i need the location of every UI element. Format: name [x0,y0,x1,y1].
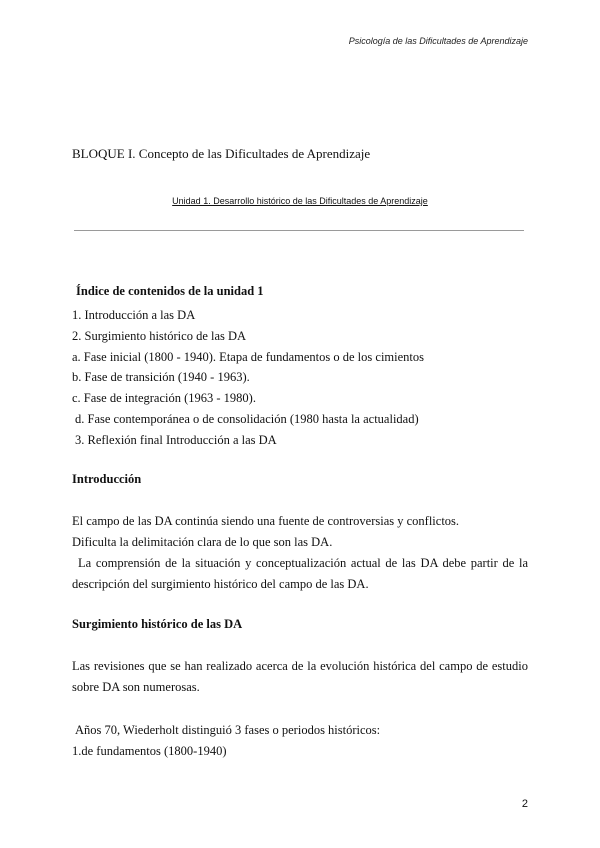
phases-paragraph [72,720,528,762]
introduction-heading: Introducción [72,472,142,486]
block-title: BLOQUE I. Concepto de las Dificultades de Aprendizaje [72,146,371,161]
surgimiento-paragraph: Las revisiones que se han realizado acerca de la evolución histórica del campo de estudio sobre DA son numerosas. [72,659,528,694]
index-list [72,305,532,451]
horizontal-rule [74,230,524,231]
index-item: c. Fase de integración (1963 - 1980). [72,391,256,406]
index-heading: Índice de contenidos de la unidad 1 [76,284,264,298]
unit-title: Unidad 1. Desarrollo histórico de las Dificultades de Aprendizaje [172,196,428,206]
introduction-line: Dificulta la delimitación clara de lo que son las DA. [72,535,333,549]
index-item: 1. Introducción a las DA [72,308,196,322]
index-item: d. Fase contemporánea o de consolidación (1980 hasta la actualidad) [75,411,419,426]
introduction-line: La comprensión de la situación y conceptualización actual de las DA debe partir de la descripción del surgimiento histórico del campo de las DA. [72,556,528,591]
index-item: 2. Surgimiento histórico de las DA [72,328,247,343]
index-item: 3. Reflexión final Introducción a las DA [75,432,277,447]
introduction-paragraph [72,511,528,595]
phases-line: Años 70, Wiederholt distinguió 3 fases o periodos históricos: [75,723,381,737]
index-item: a. Fase inicial (1800 - 1940). Etapa de fundamentos o de los cimientos [72,349,424,364]
page-number: 2 [521,798,528,810]
running-header: Psicología de las Dificultades de Aprendizaje [348,36,528,46]
phases-line: 1.de fundamentos (1800-1940) [72,744,227,758]
surgimiento-heading: Surgimiento histórico de las DA [72,617,243,631]
index-item: b. Fase de transición (1940 - 1963). [72,370,250,385]
introduction-line: El campo de las DA continúa siendo una fuente de controversias y conflictos. [72,514,460,528]
